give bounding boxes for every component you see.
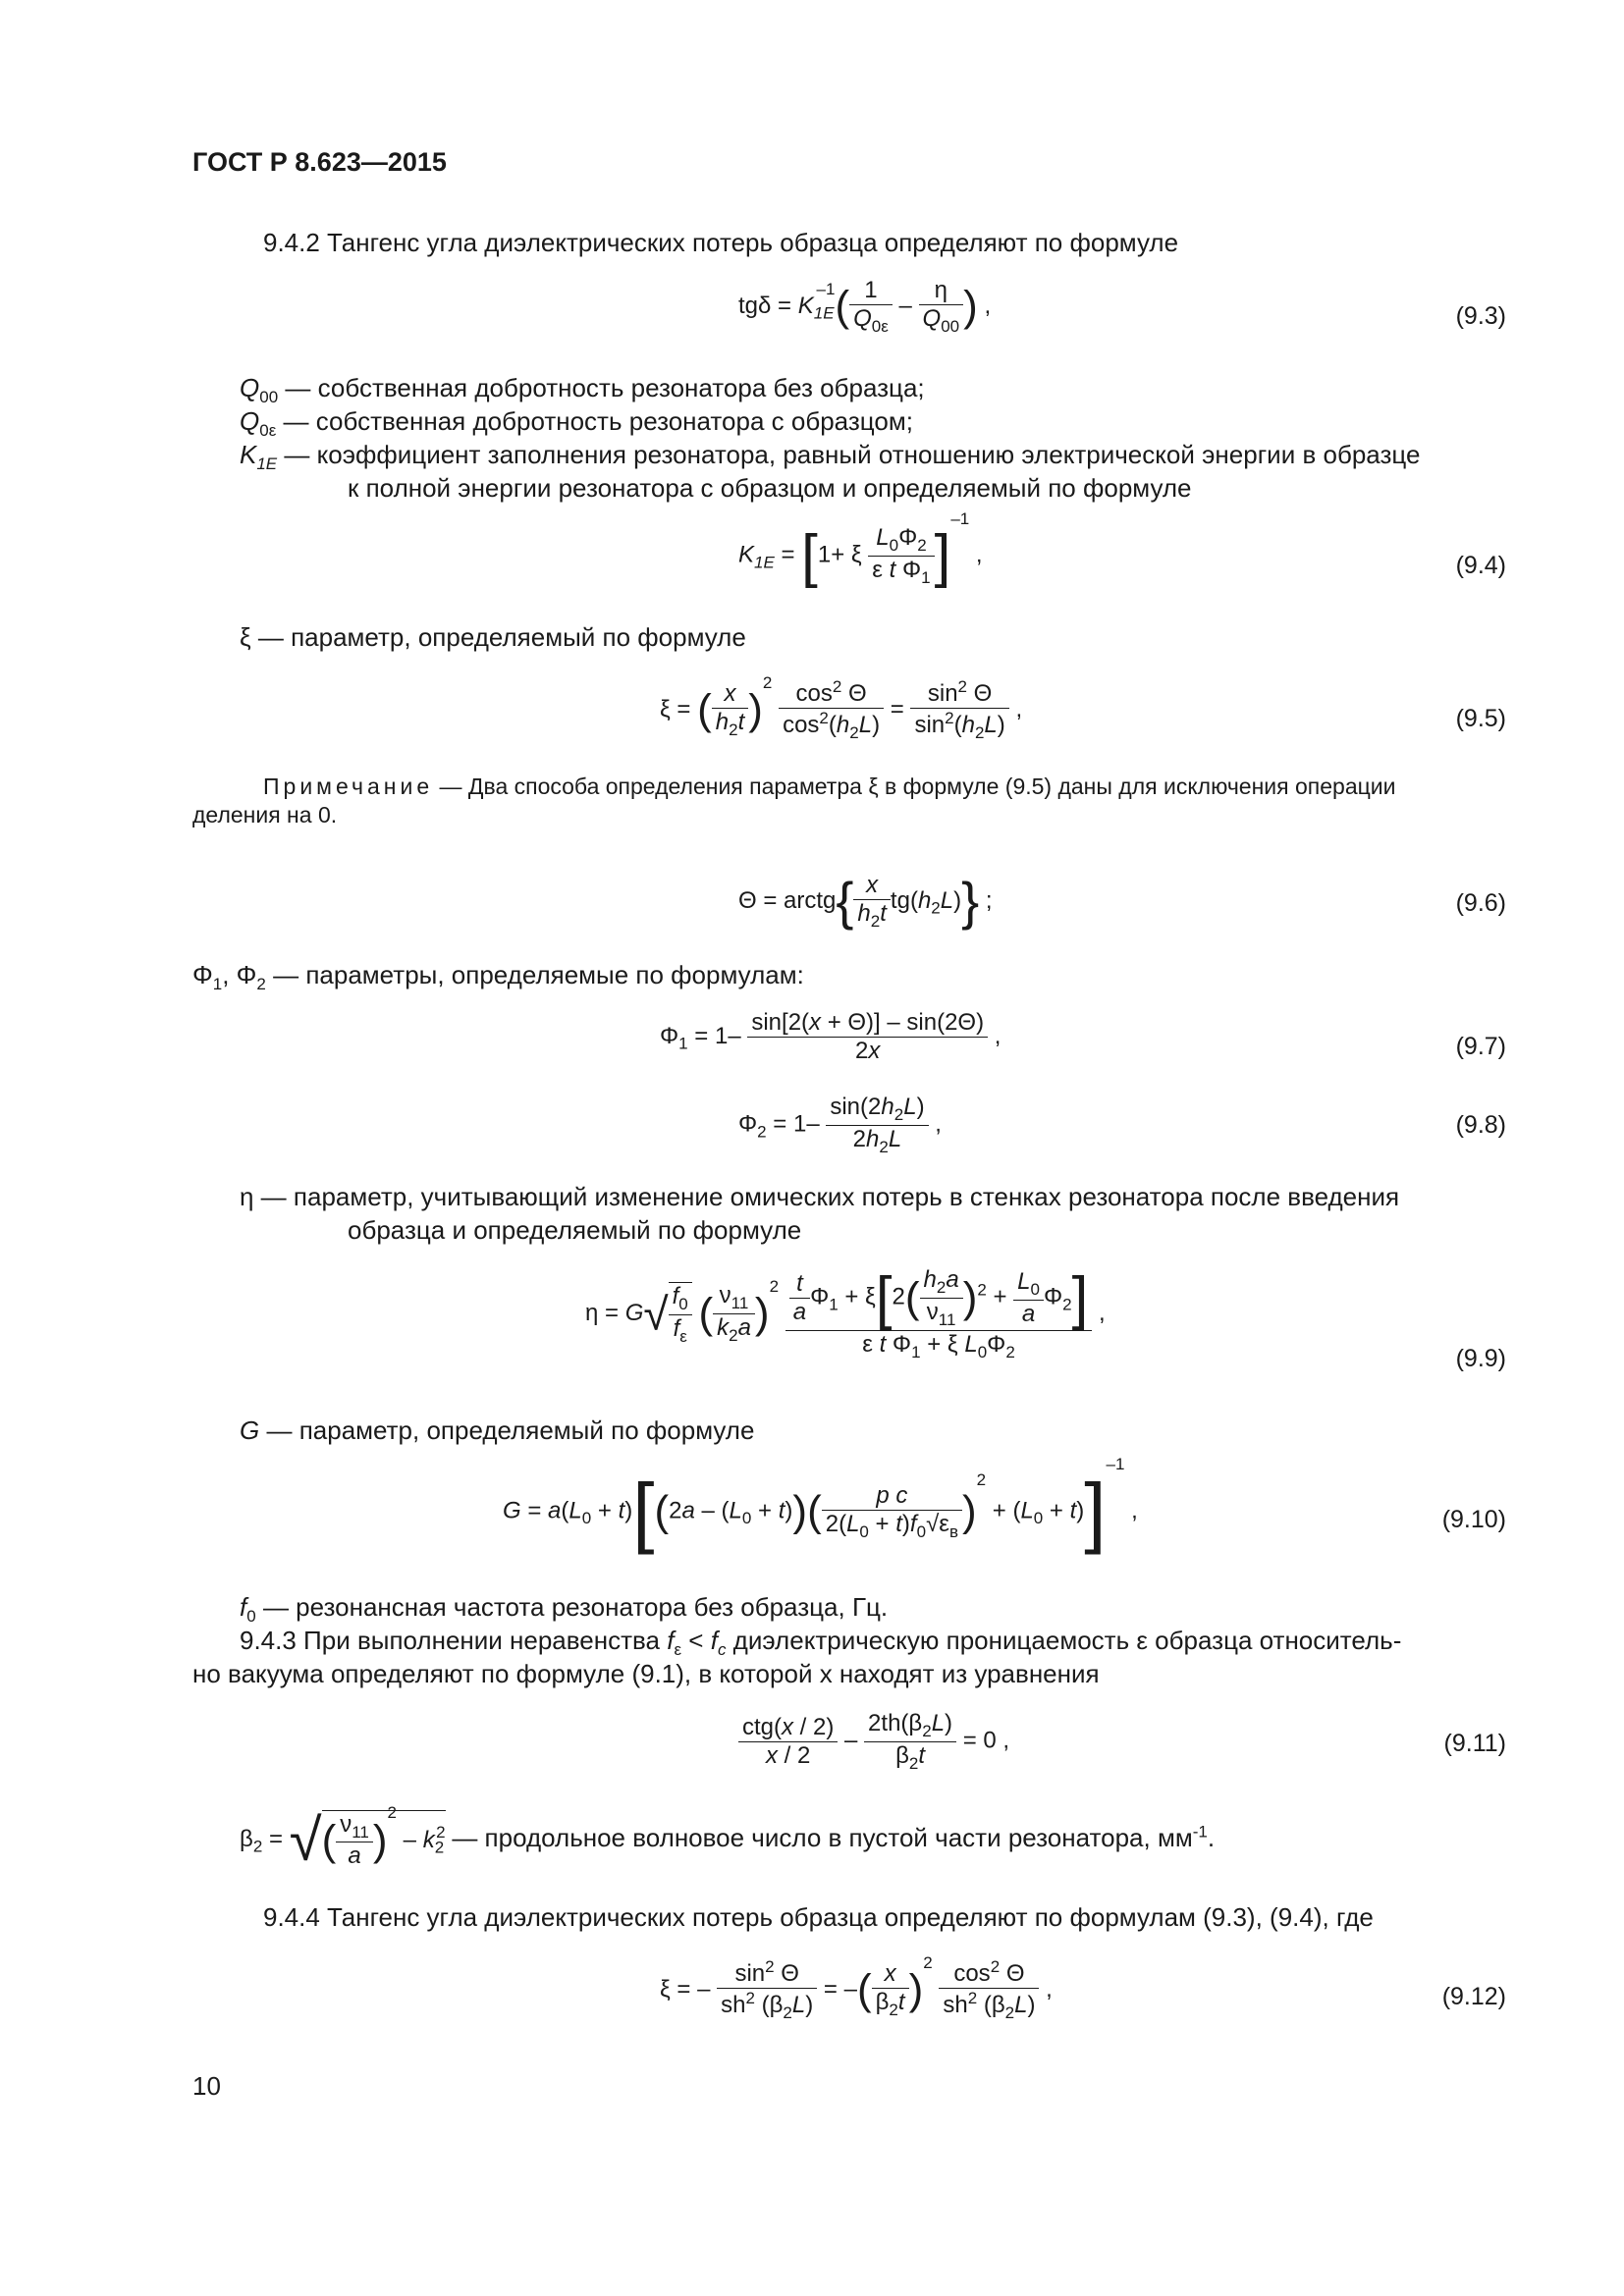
- equation-number: (9.10): [1441, 1506, 1506, 1533]
- section-9-4-2: 9.4.2 Тангенс угла диэлектрических потерь образца определяют по формуле: [263, 228, 1179, 257]
- equation-number: (9.6): [1455, 889, 1506, 917]
- section-9-4-3-cont: но вакуума определяют по формуле (9.1), в которой x находят из уравнения: [192, 1659, 1100, 1688]
- equation-9-5: ξ = ( $\frac{x}{h_2t}$ )$^2$ $\frac{\cos^2 \Theta}{\cos^2(h_2L)}$ = $\frac{\sin^2 \Theta}{\sin^2(h_2L)}$ ,: [660, 672, 1023, 742]
- definition-phi: $\Phi_1$, $\Phi_2$ — параметры, определяемые по формулам:: [192, 960, 804, 994]
- definition-xi: ξ — параметр, определяемый по формуле: [240, 622, 746, 652]
- equation-9-10: $G = a(L_0 + t)[(2a - (L_0 + t))$( $\frac{\text{p c}}{2(L_0 + t)f_0√\varepsilon_в}$ )$^2 + (L_0 + t)]^{-1}$ ,: [503, 1455, 1138, 1555]
- equation-number: (9.7): [1455, 1033, 1506, 1060]
- section-9-4-3: 9.4.3 При выполнении неравенства $f_\varepsilon < f_c$ диэлектрическую проницаемость ε образца относитель-: [240, 1626, 1402, 1660]
- equation-number: (9.8): [1455, 1111, 1506, 1139]
- definition-k1e-text: — коэффициент заполнения резонатора, равный отношению электрической энергии в образце: [284, 440, 1421, 469]
- equation-number: (9.9): [1455, 1345, 1506, 1372]
- equation-9-6: Θ = arctg{ $\frac{x}{h_2t}$ $tg(h_2L)$} ;: [738, 872, 993, 932]
- equation-number: (9.11): [1443, 1730, 1506, 1757]
- definition-eta-cont: образца и определяемый по формуле: [348, 1215, 802, 1245]
- equation-9-8: $\Phi_2 = 1-$ $\frac{\sin(2h_2L)}{2h_2L}$ ,: [738, 1094, 942, 1156]
- section-9-4-3-part1: 9.4.3 При выполнении неравенства: [240, 1626, 660, 1655]
- section-9-4-3-part2: диэлектрическую проницаемость ε образца относитель-: [732, 1626, 1402, 1655]
- equation-9-7: $\Phi_1 = 1-$ $\frac{\sin[2(x + \Theta)] - \sin(2\Theta)}{2x}$ ,: [660, 1009, 1001, 1064]
- definition-phi-text: — параметры, определяемые по формулам:: [273, 960, 804, 989]
- note: [263, 772, 1395, 802]
- equation-9-11: $\frac{\text{ctg(x / 2)}}{x / 2}$ – $\frac{2th(\beta_2L)}{\beta_2t}$ = 0 ,: [738, 1710, 1009, 1774]
- definition-g-text: — параметр, определяемый по формуле: [266, 1415, 755, 1445]
- section-9-4-4: 9.4.4 Тангенс угла диэлектрических потерь образца определяют по формулам (9.3), (9.4), где: [263, 1902, 1374, 1932]
- definition-beta: $\beta_2$ = √( $\frac{\nu_{11}}{a}$ )$^2 - k_2^2$ — продольное волновое число в пустой части резонатора, $мм^{-1}$.: [240, 1803, 1216, 1873]
- definition-q0e-text: — собственная добротность резонатора с образцом;: [283, 406, 913, 436]
- equation-9-12: ξ = – $\frac{\sin^2 \Theta}{sh^2 (\beta_2L)}$ = –( $\frac{x}{\beta_2t}$ )$^2$ $\frac{\cos^2 \Theta}{sh^2 (\beta_2L)}$ ,: [660, 1952, 1053, 2022]
- note-cont: деления на 0.: [192, 802, 338, 828]
- definition-q00: $Q_{00}$ — собственная добротность резонатора без образца;: [240, 373, 925, 407]
- equation-number: (9.5): [1455, 705, 1506, 732]
- equation-number: (9.3): [1455, 302, 1506, 330]
- definition-k1e-cont: к полной энергии резонатора с образцом и определяемый по формуле: [348, 473, 1192, 503]
- definition-beta-text: — продольное волновое число в пустой части резонатора, мм: [452, 1822, 1193, 1852]
- equation-9-4: $K_{1E} = [1+ \xi$ $\frac{L_0\Phi_2}{\varepsilon t \Phi_1}$ ]$^{-1}$ ,: [738, 508, 983, 589]
- page-number: 10: [192, 2071, 221, 2101]
- equation-9-9: η = G√ $\frac{f_0}{f_\varepsilon}$ ( $\frac{\nu_{11}}{k_2a}$ )$^2$ $\frac{t}{a}$ $\Phi_1 + \xi[2$( $\frac{h_2a}{\nu_{11}}$ )$^2$ + $\frac{L_0}{a}$ $\Phi_2$] ε t $\Phi_1 + \xi$ $L_0\Phi_2$ ,: [585, 1264, 1106, 1362]
- definition-g: G — параметр, определяемый по формуле: [240, 1415, 755, 1445]
- definition-f0: $f_0$ — резонансная частота резонатора без образца, Гц.: [240, 1592, 889, 1627]
- definition-k1e: $K_{1E}$ — коэффициент заполнения резонатора, равный отношению электрической энергии в образце: [240, 440, 1421, 474]
- note-label: Примечание: [263, 774, 434, 799]
- equation-number: (9.4): [1455, 552, 1506, 579]
- equation-9-3: $tg\delta = K_{1E}^{-1}$( $\frac{1}{Q_{0\varepsilon}}$ – $\frac{\eta}{Q_{00}}$ ) ,: [738, 277, 992, 336]
- definition-q0e: $Q_{0\varepsilon}$ — собственная добротность резонатора с образцом;: [240, 406, 913, 441]
- document-header: ГОСТ Р 8.623—2015: [192, 147, 447, 177]
- definition-eta: η — параметр, учитывающий изменение омических потерь в стенках резонатора после введения: [240, 1182, 1400, 1211]
- equation-number: (9.12): [1441, 1983, 1506, 2010]
- note-text: — Два способа определения параметра ξ в формуле (9.5) даны для исключения операции: [433, 774, 1396, 799]
- definition-q00-text: — собственная добротность резонатора без образца;: [285, 373, 925, 402]
- definition-f0-text: — резонансная частота резонатора без образца, Гц.: [262, 1592, 889, 1622]
